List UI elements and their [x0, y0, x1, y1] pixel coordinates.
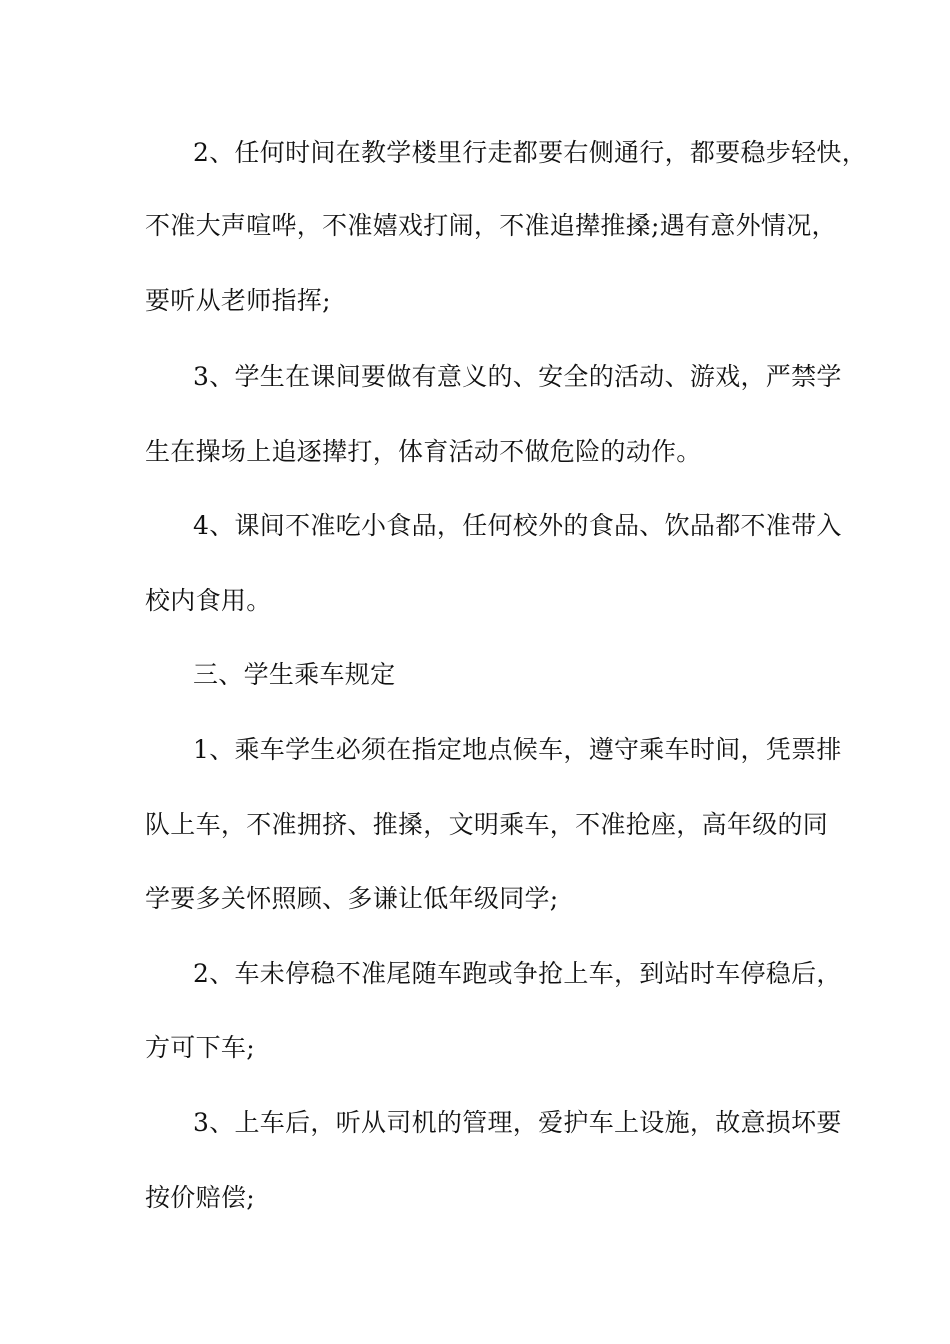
paragraph-line: 学要多关怀照顾、多谦让低年级同学; [145, 884, 559, 913]
paragraph-line: 3、上车后，听从司机的管理，爱护车上设施，故意损坏要 [193, 1108, 842, 1137]
paragraph-line: 方可下车; [145, 1033, 255, 1062]
paragraph-line: 2、任何时间在教学楼里行走都要右侧通行，都要稳步轻快， [193, 138, 868, 167]
paragraph-line: 生在操场上追逐撵打，体育活动不做危险的动作。 [145, 437, 702, 466]
paragraph-line: 1、乘车学生必须在指定地点候车，遵守乘车时间，凭票排 [193, 735, 842, 764]
section-heading: 三、学生乘车规定 [193, 660, 396, 689]
paragraph-line: 不准大声喧哗，不准嬉戏打闹，不准追撵推搡;遇有意外情况， [145, 211, 837, 240]
paragraph-line: 校内食用。 [145, 586, 272, 615]
paragraph-line: 按价赔偿; [145, 1183, 255, 1212]
paragraph-line: 队上车，不准拥挤、推搡，文明乘车，不准抢座，高年级的同 [145, 810, 829, 839]
paragraph-line: 2、车未停稳不准尾随车跑或争抢上车，到站时车停稳后， [193, 959, 842, 988]
paragraph-line: 3、学生在课间要做有意义的、安全的活动、游戏，严禁学 [193, 362, 842, 391]
paragraph-line: 要听从老师指挥; [145, 286, 331, 315]
paragraph-line: 4、课间不准吃小食品，任何校外的食品、饮品都不准带入 [193, 511, 842, 540]
